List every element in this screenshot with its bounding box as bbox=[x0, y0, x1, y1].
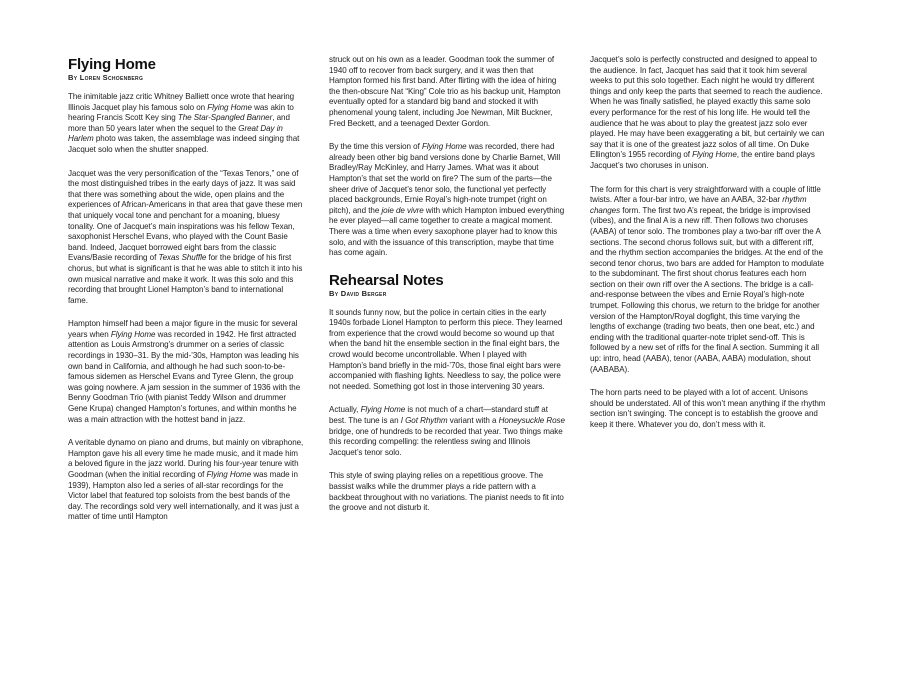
section-title: Rehearsal Notes bbox=[329, 271, 444, 289]
column-2-body-bottom bbox=[329, 308, 565, 514]
paragraph-text: was recorded, there had already been other big band versions done by Charlie Barnet, Will Bradley/Ray McKinley, and Harry James. What was it about Hampton’s that set the world on fire? The sum of the parts—the sheer drive of Jacquet’s tenor solo, the functional yet perfectly placed backgrounds, Ernie Royal’s high-note trumpet (right on pitch), and the bbox=[329, 142, 561, 215]
paragraph-text: photo was taken, the assemblage was indeed singing that Jacquet solo when the shutter snapped. bbox=[68, 134, 300, 154]
italic-text: Texas Shuffle bbox=[158, 253, 207, 263]
article-byline: By Loren Schoenberg bbox=[68, 73, 144, 82]
body-paragraph bbox=[590, 55, 826, 172]
body-paragraph bbox=[68, 92, 304, 156]
paragraph-text: Jacquet was the very personification of the “Texas Tenors,” one of the most distinguished tribes in the early days of jazz. It was said that there was something about the wide, open plains and the experiences of African-Americans in that area that gave these men that uniquely vocal tone and penchant for a moaning, bluesy tonality. One of Jacquet’s main inspirations was his fellow Texan, saxophonist Herschel Evans, who played with the Count Basie band. Indeed, Jacquet borrowed eight bars from the classic Evans/Basie recording of bbox=[68, 168, 303, 263]
italic-text: Honeysuckle Rose bbox=[498, 416, 565, 426]
paragraph-text: variant with a bbox=[447, 416, 499, 426]
paragraph-text: form. The first two A’s repeat, the bridge is improvised (vibes), and the final A is a new riff. Then follows two choruses (AABA) of tenor solo. The trombones play a two-bar riff over the A sections. The second chorus follows suit, but with a different riff, and the rhythm section accompanies the bridges. At the end of the second tenor chorus, two bars are added for Hampton to modulate to the subdominant. The first shout chorus features each horn section on their own riff over the A sections. The bridge is a call-and-response between the vibes and Ernie Royal’s high-note trumpet. Following this chorus, we return to the bridge for another version of the Hampton/Royal dogfight, this time varying the lengths of exchange (trading two beats, then one beat, etc.) and ending with the traditional quarter-note triplet send-off. This is followed by a new set of riffs for the final A section. Summing it all up: intro, head (AABA), tenor (AABA, AABA) modulation, shout (AABABA). bbox=[590, 205, 824, 374]
paragraph-text: was made in 1939), Hampton also led a series of all-star recordings for the Victor label that featured top soloists from the best bands of the day. The recordings sold very well internationally, and it was just a matter of time until Hampton bbox=[68, 470, 299, 522]
column-2 bbox=[329, 55, 565, 527]
body-paragraph bbox=[590, 388, 826, 430]
italic-text: rhythm changes bbox=[590, 195, 807, 215]
paragraph-text: Jacquet’s solo is perfectly constructed and designed to appeal to the audience. In fact, Jacquet has said that it took him several weeks to put this solo together. Each night he would try different things and only keep the parts that seemed to reach the audience. When he was finally satisfied, he played exactly this same solo every performance for the rest of his long life. He would tell the audience that he was about to play the greatest jazz solo ever played. He may have been exaggerating a bit, but certainly we can say that it is one of the greatest jazz solos of all time. On Duke Ellington’s 1955 recording of bbox=[590, 55, 825, 160]
section-byline: By David Berger bbox=[329, 288, 387, 298]
paragraph-text: for the bridge of his first chorus, but what is significant is that he was able to stitch it into his own musical narrative and make it work. It was this solo and this recording that brought Lionel Hampton’s band to international fame. bbox=[68, 253, 303, 305]
article-title: Flying Home bbox=[68, 56, 156, 73]
column-1-body bbox=[68, 92, 304, 523]
italic-text: I Got Rhythm bbox=[400, 416, 448, 426]
italic-text: Great Day in Harlem bbox=[68, 123, 283, 144]
body-paragraph bbox=[329, 142, 565, 259]
body-paragraph bbox=[68, 319, 304, 425]
paragraph-text: , the entire band plays Jacquet’s two choruses in unison. bbox=[590, 150, 815, 170]
body-paragraph bbox=[329, 405, 565, 458]
paragraph-text: was recorded in 1942. He first attracted attention as Louis Armstrong’s drummer on a series of classic recordings in 1930–31. By the mid-’30s, Hampton was leading his own band in California, and although he had such soon-to-be-famous sidemen as Herschel Evans and Tyree Glenn, the group was going nowhere. A jam session in the summer of 1936 with the Benny Goodman Trio (with pianist Teddy Wilson and drummer Gene Krupa) changed Hampton’s fortunes, and within months he was a main attraction with the hottest band in jazz. bbox=[68, 329, 301, 424]
italic-text: Flying Home bbox=[207, 102, 252, 112]
paragraph-text: The horn parts need to be played with a lot of accent. Unisons should be understated. All of this won’t mean anything if the rhythm section isn’t swinging. The concept is to establish the groove and keep it there. Whatever you do, don’t mess with it. bbox=[590, 388, 826, 429]
paragraph-text: is not much of a chart—standard stuff at best. The tune is an bbox=[329, 405, 548, 426]
italic-text: The Star-Spangled Banner bbox=[177, 113, 273, 123]
column-3 bbox=[590, 55, 826, 444]
body-paragraph bbox=[68, 169, 304, 307]
paragraph-text: , and more than 50 years later when the sequel to the bbox=[68, 113, 290, 133]
body-paragraph bbox=[329, 471, 565, 513]
paragraph-text: The form for this chart is very straightforward with a couple of little twists. After a four-bar intro, we have an AABA, 32-bar bbox=[590, 184, 821, 205]
italic-text: Flying Home bbox=[110, 329, 156, 339]
paragraph-text: A veritable dynamo on piano and drums, but mainly on vibraphone, Hampton gave his all every time he made music, and it made him a beloved figure in the jazz world. During his four-year tenure with Goodman (when the initial recording of bbox=[68, 438, 304, 479]
italic-text: Flying Home bbox=[360, 405, 406, 415]
italic-text: Flying Home bbox=[421, 142, 467, 152]
paragraph-text: Actually, bbox=[329, 405, 361, 415]
italic-text: Flying Home bbox=[206, 470, 252, 479]
body-paragraph bbox=[329, 55, 565, 129]
italic-text: joie de vivre bbox=[381, 205, 424, 215]
paragraph-text: was akin to hearing Francis Scott Key sing bbox=[68, 102, 294, 123]
body-paragraph bbox=[590, 185, 826, 376]
paragraph-text: This style of swing playing relies on a repetitious groove. The bassist walks while the drummer plays a ride pattern with a backbeat throughout with no variations. The pianist needs to fit into the groove and not disturb it. bbox=[329, 471, 564, 513]
italic-text: Flying Home bbox=[692, 150, 737, 160]
body-paragraph bbox=[68, 438, 304, 523]
body-paragraph bbox=[329, 308, 565, 393]
paragraph-text: bridge, one of hundreds to be recorded that year. Two things make this recording compelling: the relentless swing and Illinois Jacquet’s tenor solo. bbox=[329, 426, 563, 457]
paragraph-text: By the time this version of bbox=[329, 142, 422, 152]
paragraph-text: The inimitable jazz critic Whitney Balliett once wrote that hearing Illinois Jacquet play his famous solo on bbox=[68, 92, 295, 112]
paragraph-text: with which Hampton imbued everything he ever played—all came together to create a magical moment. There was a time when every saxophone player had to know this solo, and with the issuance of this transcription, maybe that time has come again. bbox=[329, 205, 565, 258]
column-3-body bbox=[590, 55, 826, 431]
column-2-body-top bbox=[329, 55, 565, 259]
column-1 bbox=[68, 56, 304, 536]
paragraph-text: struck out on his own as a leader. Goodman took the summer of 1940 off to recover from back surgery, and it was then that Hampton formed his first band. After flirting with the idea of hiring the then-obscure Nat “King” Cole trio as his backup unit, Hampton eventually opted for a standard big band and stocked it with phenomenal young talent, including Joe Newman, Milt Buckner, Fred Beckett, and a teenaged Dexter Gordon. bbox=[329, 55, 561, 128]
paragraph-text: It sounds funny now, but the police in certain cities in the early 1940s forbade Lionel Hampton to perform this piece. They learned from experience that the crowd would become so wound up that when the band hit the ensemble section in the final eight bars, the crowd would become uncontrollable. When I played with Hampton’s band briefly in the mid-’70s, those final eight bars were accompanied with flashing lights. Needless to say, the police were not needed. Something got lost in those intervening 30 years. bbox=[329, 307, 563, 391]
paragraph-text: Hampton himself had been a major figure in the music for several years when bbox=[68, 319, 298, 339]
